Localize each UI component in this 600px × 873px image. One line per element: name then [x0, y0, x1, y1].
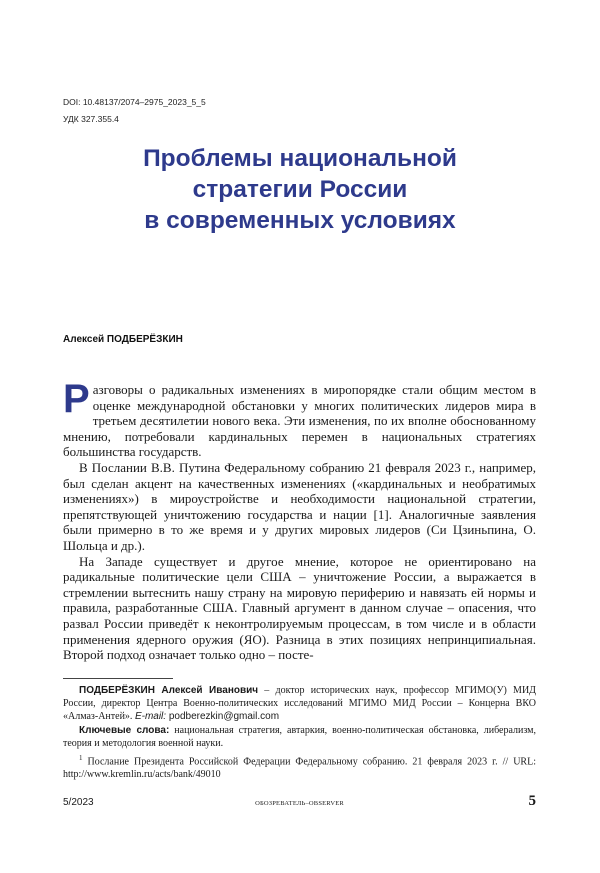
author-note [63, 685, 536, 723]
body-paragraph [63, 377, 536, 460]
keywords-paragraph [63, 725, 536, 751]
page-number: 5 [528, 793, 536, 809]
article-body [63, 377, 536, 663]
footnote-text: Послание Президента Российской Федерации Федеральному собранию. 21 февраля 2023 г. // URL: http://www.kremlin.ru/acts/bank/49010 [63, 756, 536, 781]
issue-number: 5/2023 [63, 797, 94, 808]
body-paragraph: В Послании В.В. Путина Федеральному собранию 21 февраля 2023 г., например, был сделан акцент на качественных изменениях («кардинальных и необратимых изменениях») в мироустройстве и необходимости национальной стратегии, препятствующей уничтожению государства и нации [1]. Аналогичные заявления были примерно в то же время и у других мировых лидеров (Си Цзиньпина, О. Шольца и др.). [63, 459, 536, 553]
email-label: E-mail: [134, 710, 167, 722]
doi-line: DOI: 10.48137/2074–2975_2023_5_5 [63, 97, 206, 107]
author-note-text: – доктор исторических наук, профессор МГИМО(У) МИД России, директор Центра Военно-политических исследований МГИМО МИД России – Концерна ВКО «Алмаз-Антей». [63, 685, 536, 722]
body-paragraph: На Западе существует и другое мнение, которое не ориентировано на радикальные политические цели США – уничтожение России, а выражается в стремлении вытеснить нашу страну на мировую периферию и навязать ей нормы и правила, разработанные США. Главный аргумент в данном случае – опасения, что развал России приведёт к неконтролируемым процессам, в том числе и в области применения ядерного оружия (ЯО). Разница в этих позициях непринципиальная. Второй подход означает только одно – посте- [63, 553, 536, 663]
drop-cap: Р [63, 377, 90, 421]
paragraph-text: азговоры о радикальных изменениях в миропорядке стали общим местом в оценке международной обстановки у многих политических лидеров мира в третьем десятилетии нового века. Эти изменения, по их вполне обоснованному мнению, потребовали кардинальных перемен в национальных стратегиях большинства государств. [63, 382, 536, 460]
email-link[interactable]: podberezkin@gmail.com [166, 710, 280, 722]
title-line: в современных условиях [144, 207, 456, 234]
title-line: Проблемы национальной [143, 145, 457, 172]
keywords-label: Ключевые слова: [79, 725, 170, 736]
title-line: стратегии России [192, 176, 408, 203]
footnote-mark: 1 [79, 754, 83, 762]
udk-line: УДК 327.355.4 [63, 114, 119, 124]
author-note-name: ПОДБЕРЁЗКИН Алексей Иванович [79, 685, 259, 696]
page-footer [63, 795, 536, 815]
article-title [60, 143, 540, 236]
journal-name: ОБОЗРЕВАТЕЛЬ–OBSERVER [255, 800, 344, 807]
keywords-note [63, 725, 536, 751]
footnote-paragraph [63, 752, 536, 782]
author-byline: Алексей ПОДБЕРЁЗКИН [63, 334, 183, 345]
footnote-divider [63, 678, 173, 679]
author-note-paragraph [63, 685, 536, 723]
footnote [63, 752, 536, 782]
keywords-text: национальная стратегия, автаркия, военно-политическая обстановка, либерализм, теория и методология военной науки. [63, 725, 536, 749]
